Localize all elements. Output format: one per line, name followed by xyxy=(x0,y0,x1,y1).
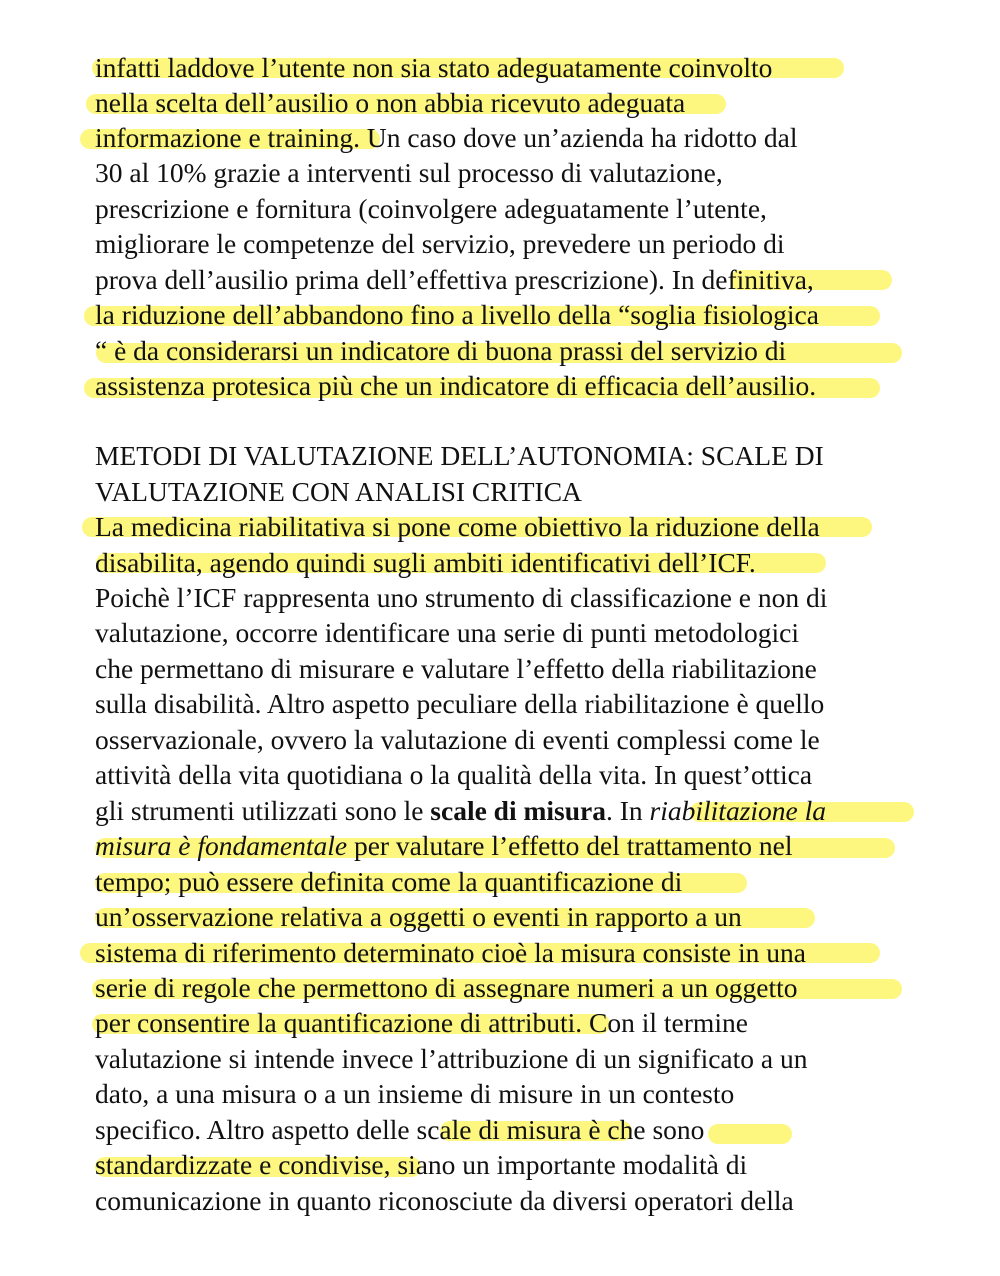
text-line: prova dell’ausilio prima dell’effettiva prescrizione). In definitiva, xyxy=(95,264,814,295)
text-line: disabilita, agendo quindi sugli ambiti identificativi dell’ICF. xyxy=(95,547,756,578)
section-heading: METODI DI VALUTAZIONE DELL’AUTONOMIA: SCALE DI xyxy=(95,440,824,471)
text-line: tempo; può essere definita come la quantificazione di xyxy=(95,866,683,897)
section-heading: VALUTAZIONE CON ANALISI CRITICA xyxy=(95,476,582,507)
text-line: 30 al 10% grazie a interventi sul processo di valutazione, xyxy=(95,157,723,188)
bold-term: scale di misura xyxy=(430,795,606,826)
text-run: gli strumenti utilizzati sono le xyxy=(95,795,431,826)
text-line: Poichè l’ICF rappresenta uno strumento di classificazione e non di xyxy=(95,582,828,613)
text-line: la riduzione dell’abbandono fino a livello della “soglia fisiologica xyxy=(95,299,819,330)
text-line xyxy=(95,793,826,829)
text-line: sistema di riferimento determinato cioè la misura consiste in una xyxy=(95,937,806,968)
text-line: serie di regole che permettono di assegnare numeri a un oggetto xyxy=(95,972,798,1003)
text-line: dato, a una misura o a un insieme di misure in un contesto xyxy=(95,1078,735,1109)
text-line: specifico. Altro aspetto delle scale di misura è che sono xyxy=(95,1114,705,1145)
text-line: per consentire la quantificazione di attributi. Con il termine xyxy=(95,1007,748,1038)
text-line: prescrizione e fornitura (coinvolgere adeguatamente l’utente, xyxy=(95,193,767,224)
text-line: migliorare le competenze del servizio, prevedere un periodo di xyxy=(95,228,785,259)
text-line: “ è da considerarsi un indicatore di buona prassi del servizio di xyxy=(95,335,787,366)
text-line xyxy=(95,828,792,864)
highlight-mark xyxy=(708,1124,792,1144)
text-line: comunicazione in quanto riconosciute da diversi operatori della xyxy=(95,1185,794,1216)
text-line: standardizzate e condivise, siano un importante modalità di xyxy=(95,1149,748,1180)
text-line: che permettano di misurare e valutare l’effetto della riabilitazione xyxy=(95,653,817,684)
italic-term: riabilitazione la xyxy=(649,795,827,826)
text-line: un’osservazione relativa a oggetti o eventi in rapporto a un xyxy=(95,901,742,932)
text-line: assistenza protesica più che un indicatore di efficacia dell’ausilio. xyxy=(95,370,817,401)
text-line: nella scelta dell’ausilio o non abbia ricevuto adeguata xyxy=(95,87,686,118)
text-line: sulla disabilità. Altro aspetto peculiare della riabilitazione è quello xyxy=(95,688,825,719)
italic-term: misura è fondamentale xyxy=(95,830,348,861)
text-line: La medicina riabilitativa si pone come obiettivo la riduzione della xyxy=(95,511,820,542)
text-line: valutazione si intende invece l’attribuzione di un significato a un xyxy=(95,1043,808,1074)
text-line: valutazione, occorre identificare una serie di punti metodologici xyxy=(95,617,800,648)
text-line: attività della vita quotidiana o la qualità della vita. In quest’ottica xyxy=(95,759,813,790)
text-line: informazione e training. Un caso dove un’azienda ha ridotto dal xyxy=(95,122,798,153)
text-line: osservazionale, ovvero la valutazione di eventi complessi come le xyxy=(95,724,820,755)
text-run: per valutare l’effetto del trattamento nel xyxy=(347,830,793,861)
text-run: . In xyxy=(606,795,650,826)
text-line: infatti laddove l’utente non sia stato adeguatamente coinvolto xyxy=(95,52,773,83)
